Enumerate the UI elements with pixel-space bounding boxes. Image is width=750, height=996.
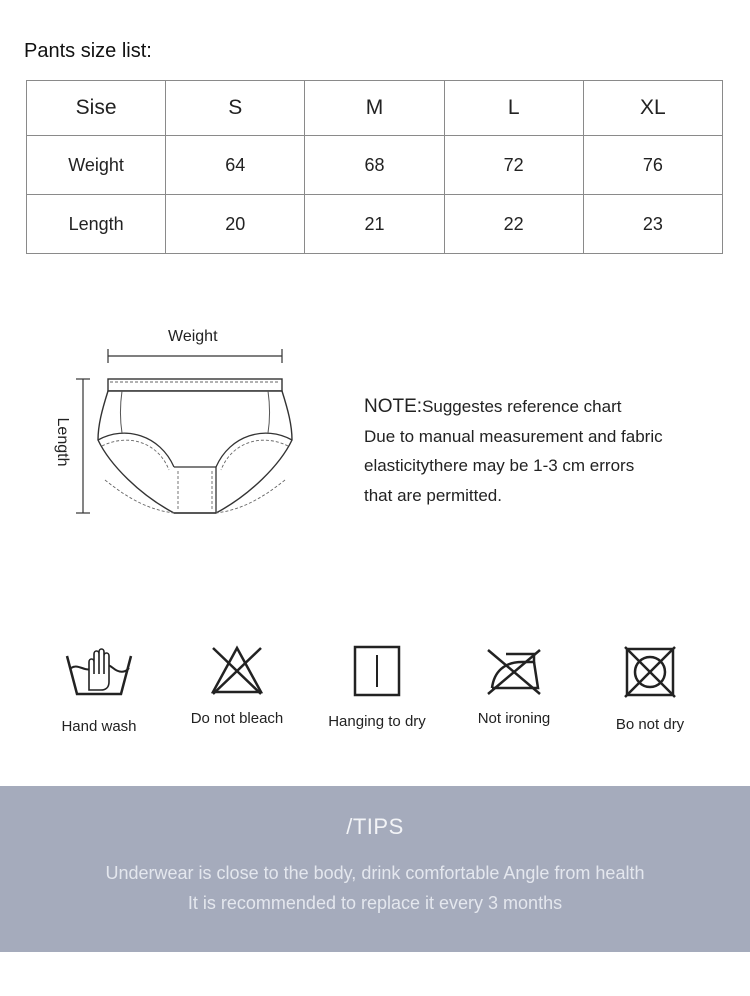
column-header: S bbox=[166, 81, 305, 136]
note-line bbox=[364, 392, 734, 422]
note-line: Due to manual measurement and fabric bbox=[364, 426, 663, 446]
note-line: elasticitythere may be 1-3 cm errors bbox=[364, 456, 635, 475]
note-block bbox=[364, 392, 734, 510]
measurement-diagram bbox=[50, 325, 310, 525]
no-bleach-icon bbox=[209, 644, 265, 696]
note-text: Suggestes reference chart bbox=[422, 397, 622, 416]
table-cell: 68 bbox=[305, 136, 444, 195]
page-title: Pants size list: bbox=[24, 40, 152, 62]
care-label: Not ironing bbox=[477, 710, 551, 727]
row-label: Length bbox=[27, 195, 166, 254]
care-label: Bo not dry bbox=[615, 716, 685, 733]
hand-wash-icon bbox=[63, 646, 135, 698]
table-cell: 72 bbox=[444, 136, 583, 195]
note-label: NOTE: bbox=[364, 396, 423, 417]
no-tumble-dry-icon bbox=[623, 646, 677, 698]
tips-text: Underwear is close to the body, drink comfortable Angle from health bbox=[105, 863, 645, 883]
care-item-hand-wash bbox=[48, 646, 150, 735]
column-header: M bbox=[305, 81, 444, 136]
care-item-no-tumble-dry bbox=[600, 646, 700, 733]
size-table bbox=[26, 80, 723, 254]
care-label: Do not bleach bbox=[190, 710, 284, 727]
table-cell: 64 bbox=[166, 136, 305, 195]
care-instructions bbox=[0, 640, 750, 740]
column-header: Sise bbox=[27, 81, 166, 136]
no-iron-icon bbox=[482, 644, 546, 696]
table-cell: 23 bbox=[583, 195, 722, 254]
care-item-no-bleach bbox=[186, 644, 288, 727]
care-label: Hanging to dry bbox=[328, 713, 426, 730]
hang-dry-icon bbox=[353, 645, 401, 697]
table-cell: 21 bbox=[305, 195, 444, 254]
care-item-hang-dry bbox=[322, 645, 432, 730]
note-line: that are permitted. bbox=[364, 485, 502, 505]
length-measure-label: Length bbox=[54, 417, 71, 467]
table-header-row bbox=[27, 81, 723, 136]
table-row bbox=[27, 136, 723, 195]
care-item-no-iron bbox=[462, 644, 566, 727]
table-cell: 76 bbox=[583, 136, 722, 195]
width-measure-label: Weight bbox=[168, 328, 218, 345]
tips-text: It is recommended to replace it every 3 months bbox=[187, 893, 563, 913]
underwear-illustration bbox=[50, 325, 310, 525]
column-header: L bbox=[444, 81, 583, 136]
row-label: Weight bbox=[27, 136, 166, 195]
care-label: Hand wash bbox=[61, 718, 137, 735]
table-row bbox=[27, 195, 723, 254]
tips-banner bbox=[0, 786, 750, 952]
table-cell: 22 bbox=[444, 195, 583, 254]
table-cell: 20 bbox=[166, 195, 305, 254]
column-header: XL bbox=[583, 81, 722, 136]
tips-title: /TIPS bbox=[346, 814, 404, 839]
